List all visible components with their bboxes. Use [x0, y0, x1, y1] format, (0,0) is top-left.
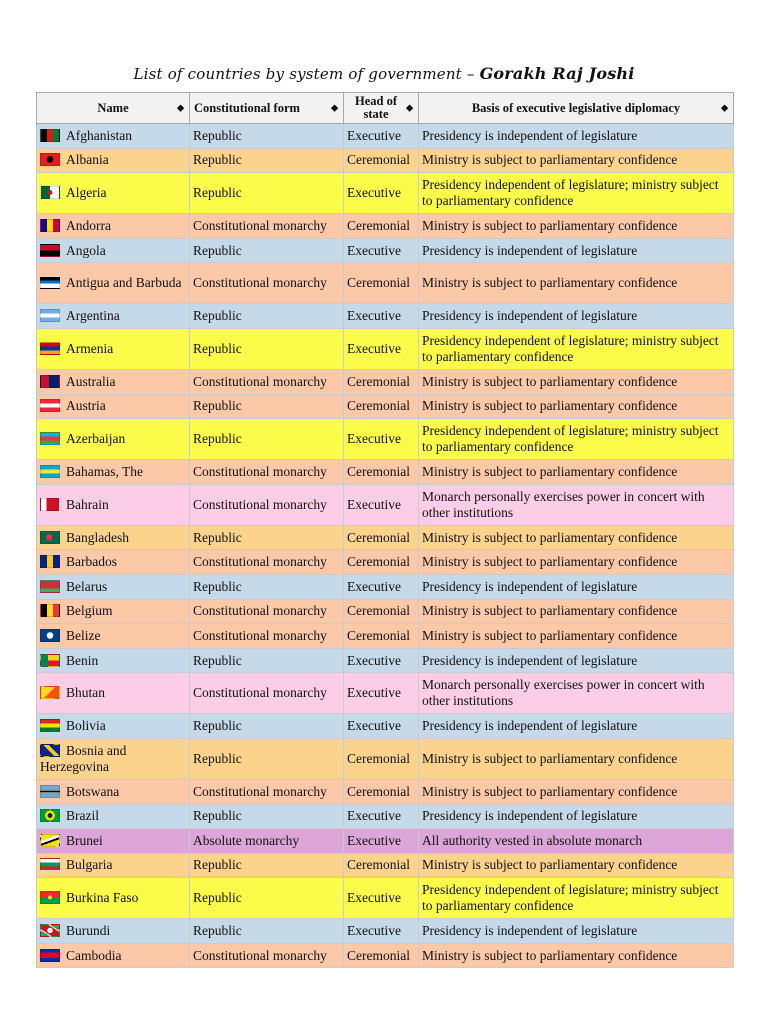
country-link[interactable]: Bangladesh — [66, 529, 129, 545]
cell-name — [37, 419, 190, 460]
country-link[interactable]: Argentina — [66, 308, 120, 324]
table-body — [37, 124, 734, 968]
country-link[interactable]: Bolivia — [66, 718, 106, 734]
cell-constitutional-form: Republic — [190, 124, 344, 149]
column-header-name[interactable] — [37, 93, 190, 124]
cell-head-of-state: Ceremonial — [344, 943, 419, 968]
cell-basis: Monarch personally exercises power in concert with other institutions — [419, 673, 734, 714]
flag-icon — [40, 949, 60, 962]
cell-basis: Presidency is independent of legislature — [419, 648, 734, 673]
country-link[interactable]: Azerbaijan — [66, 431, 126, 447]
cell-name — [37, 238, 190, 263]
cell-constitutional-form: Republic — [190, 419, 344, 460]
cell-basis: Presidency independent of legislature; ministry subject to parliamentary confidence — [419, 419, 734, 460]
cell-head-of-state: Ceremonial — [344, 263, 419, 304]
cell-constitutional-form: Constitutional monarchy — [190, 263, 344, 304]
flag-icon — [40, 686, 60, 699]
cell-head-of-state: Ceremonial — [344, 779, 419, 804]
table-row — [37, 829, 734, 854]
table-row — [37, 394, 734, 419]
cell-head-of-state: Ceremonial — [344, 460, 419, 485]
cell-constitutional-form: Republic — [190, 394, 344, 419]
cell-constitutional-form: Republic — [190, 648, 344, 673]
cell-basis: Presidency independent of legislature; ministry subject to parliamentary confidence — [419, 173, 734, 214]
cell-basis: Ministry is subject to parliamentary confidence — [419, 148, 734, 173]
country-link[interactable]: Burundi — [66, 923, 111, 939]
cell-name — [37, 394, 190, 419]
table-row — [37, 525, 734, 550]
cell-head-of-state: Executive — [344, 328, 419, 369]
cell-head-of-state: Executive — [344, 574, 419, 599]
column-header-basis-label: Basis of executive legislative diplomacy — [471, 100, 681, 115]
cell-basis: Presidency is independent of legislature — [419, 124, 734, 149]
cell-constitutional-form: Republic — [190, 328, 344, 369]
country-link[interactable]: Brazil — [66, 808, 99, 824]
cell-name — [37, 263, 190, 304]
country-link[interactable]: Botswana — [66, 783, 120, 799]
cell-head-of-state: Ceremonial — [344, 738, 419, 779]
cell-basis: Presidency is independent of legislature — [419, 919, 734, 944]
country-link[interactable]: Bahrain — [66, 496, 109, 512]
cell-head-of-state: Executive — [344, 648, 419, 673]
flag-icon — [40, 654, 60, 667]
cell-constitutional-form: Republic — [190, 878, 344, 919]
cell-basis: Ministry is subject to parliamentary confidence — [419, 214, 734, 239]
flag-icon — [40, 629, 60, 642]
cell-basis: Ministry is subject to parliamentary confidence — [419, 369, 734, 394]
table-row — [37, 574, 734, 599]
cell-head-of-state: Executive — [344, 238, 419, 263]
table-row — [37, 419, 734, 460]
cell-name — [37, 484, 190, 525]
flag-icon — [40, 834, 60, 847]
column-header-basis[interactable] — [419, 93, 734, 124]
cell-constitutional-form: Constitutional monarchy — [190, 369, 344, 394]
cell-head-of-state: Executive — [344, 919, 419, 944]
cell-basis: Ministry is subject to parliamentary confidence — [419, 624, 734, 649]
cell-name — [37, 943, 190, 968]
table-row — [37, 484, 734, 525]
country-link[interactable]: Afghanistan — [66, 127, 132, 143]
flag-icon — [40, 531, 60, 544]
cell-name — [37, 525, 190, 550]
cell-head-of-state: Executive — [344, 304, 419, 329]
sort-icon[interactable]: ◆ — [406, 102, 413, 113]
cell-name — [37, 599, 190, 624]
document-title — [0, 64, 768, 83]
table-row — [37, 919, 734, 944]
country-link[interactable]: Barbados — [66, 554, 117, 570]
cell-constitutional-form: Constitutional monarchy — [190, 214, 344, 239]
cell-constitutional-form: Republic — [190, 919, 344, 944]
flag-icon — [40, 785, 60, 798]
cell-basis: Ministry is subject to parliamentary confidence — [419, 599, 734, 624]
cell-constitutional-form: Constitutional monarchy — [190, 460, 344, 485]
flag-icon — [40, 186, 60, 199]
flag-icon — [40, 219, 60, 232]
table-row — [37, 238, 734, 263]
cell-constitutional-form: Constitutional monarchy — [190, 484, 344, 525]
country-link[interactable]: Algeria — [66, 185, 107, 201]
cell-head-of-state: Ceremonial — [344, 394, 419, 419]
cell-basis: All authority vested in absolute monarch — [419, 829, 734, 854]
title-text: List of countries by system of government – — [133, 65, 480, 83]
cell-head-of-state: Ceremonial — [344, 624, 419, 649]
cell-name — [37, 779, 190, 804]
cell-name — [37, 853, 190, 878]
cell-constitutional-form: Republic — [190, 574, 344, 599]
cell-basis: Ministry is subject to parliamentary confidence — [419, 394, 734, 419]
country-link[interactable]: Burkina Faso — [66, 890, 139, 906]
country-link[interactable]: Bahamas, The — [66, 463, 143, 479]
cell-head-of-state: Executive — [344, 673, 419, 714]
cell-name — [37, 919, 190, 944]
country-link[interactable]: Belize — [66, 627, 101, 643]
country-link[interactable]: Angola — [66, 242, 106, 258]
cell-name — [37, 829, 190, 854]
flag-icon — [40, 604, 60, 617]
cell-basis: Ministry is subject to parliamentary confidence — [419, 779, 734, 804]
country-link[interactable]: Bulgaria — [66, 857, 113, 873]
table-row — [37, 550, 734, 575]
country-link[interactable]: Belarus — [66, 578, 108, 594]
cell-basis: Ministry is subject to parliamentary confidence — [419, 550, 734, 575]
cell-name — [37, 148, 190, 173]
country-link[interactable]: Belgium — [66, 603, 113, 619]
table-row — [37, 943, 734, 968]
cell-name — [37, 460, 190, 485]
country-link[interactable]: Benin — [66, 652, 99, 668]
flag-icon — [40, 555, 60, 568]
table-row — [37, 148, 734, 173]
table-row — [37, 804, 734, 829]
cell-head-of-state: Ceremonial — [344, 525, 419, 550]
cell-constitutional-form: Constitutional monarchy — [190, 550, 344, 575]
flag-icon — [40, 858, 60, 871]
cell-head-of-state: Ceremonial — [344, 550, 419, 575]
cell-name — [37, 673, 190, 714]
cell-basis: Presidency independent of legislature; ministry subject to parliamentary confidence — [419, 328, 734, 369]
cell-name — [37, 328, 190, 369]
cell-basis: Presidency is independent of legislature — [419, 804, 734, 829]
table-row — [37, 673, 734, 714]
flag-icon — [40, 342, 60, 355]
cell-name — [37, 648, 190, 673]
cell-constitutional-form: Republic — [190, 738, 344, 779]
cell-head-of-state: Executive — [344, 419, 419, 460]
sort-icon[interactable]: ◆ — [177, 102, 184, 113]
country-link[interactable]: Cambodia — [66, 947, 122, 963]
cell-constitutional-form: Republic — [190, 173, 344, 214]
flag-icon — [40, 924, 60, 937]
flag-icon — [40, 580, 60, 593]
cell-basis: Monarch personally exercises power in concert with other institutions — [419, 484, 734, 525]
cell-basis: Ministry is subject to parliamentary confidence — [419, 525, 734, 550]
table-row — [37, 738, 734, 779]
cell-basis: Ministry is subject to parliamentary confidence — [419, 263, 734, 304]
cell-head-of-state: Ceremonial — [344, 148, 419, 173]
cell-basis: Ministry is subject to parliamentary confidence — [419, 853, 734, 878]
table-row — [37, 648, 734, 673]
table-row — [37, 173, 734, 214]
country-link[interactable]: Australia — [66, 373, 116, 389]
table-row — [37, 328, 734, 369]
cell-name — [37, 624, 190, 649]
country-link[interactable]: Bosnia and Herzegovina — [40, 742, 127, 774]
column-header-head[interactable] — [344, 93, 419, 124]
table-row — [37, 853, 734, 878]
cell-constitutional-form: Republic — [190, 804, 344, 829]
country-link[interactable]: Albania — [66, 152, 109, 168]
cell-name — [37, 550, 190, 575]
cell-head-of-state: Ceremonial — [344, 369, 419, 394]
title-author: Gorakh Raj Joshi — [479, 64, 635, 83]
flag-icon — [40, 498, 60, 511]
cell-head-of-state: Executive — [344, 173, 419, 214]
cell-basis: Presidency independent of legislature; ministry subject to parliamentary confidence — [419, 878, 734, 919]
table-row — [37, 878, 734, 919]
table-row — [37, 214, 734, 239]
cell-constitutional-form: Republic — [190, 714, 344, 739]
sort-icon[interactable]: ◆ — [331, 102, 338, 113]
cell-basis: Ministry is subject to parliamentary confidence — [419, 460, 734, 485]
cell-constitutional-form: Constitutional monarchy — [190, 943, 344, 968]
cell-head-of-state: Ceremonial — [344, 853, 419, 878]
flag-icon — [40, 809, 60, 822]
cell-name — [37, 574, 190, 599]
table-row — [37, 369, 734, 394]
cell-name — [37, 369, 190, 394]
cell-basis: Ministry is subject to parliamentary confidence — [419, 738, 734, 779]
country-link[interactable]: Bhutan — [66, 685, 105, 701]
flag-icon — [40, 276, 60, 289]
table-row — [37, 599, 734, 624]
flag-icon — [40, 744, 60, 757]
flag-icon — [40, 465, 60, 478]
cell-constitutional-form: Constitutional monarchy — [190, 624, 344, 649]
flag-icon — [40, 375, 60, 388]
table-row — [37, 304, 734, 329]
cell-basis: Presidency is independent of legislature — [419, 574, 734, 599]
table-row — [37, 124, 734, 149]
cell-name — [37, 214, 190, 239]
table-row — [37, 714, 734, 739]
cell-constitutional-form: Constitutional monarchy — [190, 599, 344, 624]
column-header-name-label: Name — [97, 100, 129, 115]
flag-icon — [40, 129, 60, 142]
country-link[interactable]: Brunei — [66, 832, 103, 848]
table-row — [37, 624, 734, 649]
cell-head-of-state: Ceremonial — [344, 214, 419, 239]
table-row — [37, 779, 734, 804]
cell-basis: Presidency is independent of legislature — [419, 304, 734, 329]
cell-head-of-state: Ceremonial — [344, 599, 419, 624]
cell-name — [37, 124, 190, 149]
cell-constitutional-form: Constitutional monarchy — [190, 673, 344, 714]
cell-head-of-state: Executive — [344, 714, 419, 739]
cell-head-of-state: Executive — [344, 878, 419, 919]
column-header-form-label: Constitutional form — [194, 100, 300, 115]
cell-constitutional-form: Republic — [190, 853, 344, 878]
table-header-row — [37, 93, 734, 124]
country-link[interactable]: Antigua and Barbuda — [66, 275, 182, 291]
column-header-head-label: Head of state — [354, 94, 397, 121]
cell-head-of-state: Executive — [344, 829, 419, 854]
cell-name — [37, 714, 190, 739]
sort-icon[interactable]: ◆ — [721, 102, 728, 113]
cell-name — [37, 304, 190, 329]
flag-icon — [40, 153, 60, 166]
government-table — [36, 92, 734, 968]
cell-name — [37, 878, 190, 919]
cell-basis: Presidency is independent of legislature — [419, 238, 734, 263]
cell-basis: Ministry is subject to parliamentary confidence — [419, 943, 734, 968]
column-header-form[interactable] — [190, 93, 344, 124]
country-link[interactable]: Austria — [66, 398, 106, 414]
flag-icon — [40, 719, 60, 732]
flag-icon — [40, 891, 60, 904]
cell-head-of-state: Executive — [344, 804, 419, 829]
cell-constitutional-form: Republic — [190, 304, 344, 329]
cell-name — [37, 804, 190, 829]
table-row — [37, 460, 734, 485]
cell-head-of-state: Executive — [344, 124, 419, 149]
cell-constitutional-form: Republic — [190, 148, 344, 173]
cell-basis: Presidency is independent of legislature — [419, 714, 734, 739]
table-row — [37, 263, 734, 304]
cell-constitutional-form: Absolute monarchy — [190, 829, 344, 854]
cell-name — [37, 173, 190, 214]
flag-icon — [40, 432, 60, 445]
cell-constitutional-form: Constitutional monarchy — [190, 779, 344, 804]
cell-name — [37, 738, 190, 779]
country-link[interactable]: Andorra — [66, 217, 111, 233]
flag-icon — [40, 309, 60, 322]
flag-icon — [40, 399, 60, 412]
cell-constitutional-form: Republic — [190, 525, 344, 550]
flag-icon — [40, 244, 60, 257]
country-link[interactable]: Armenia — [66, 340, 114, 356]
cell-constitutional-form: Republic — [190, 238, 344, 263]
cell-head-of-state: Executive — [344, 484, 419, 525]
